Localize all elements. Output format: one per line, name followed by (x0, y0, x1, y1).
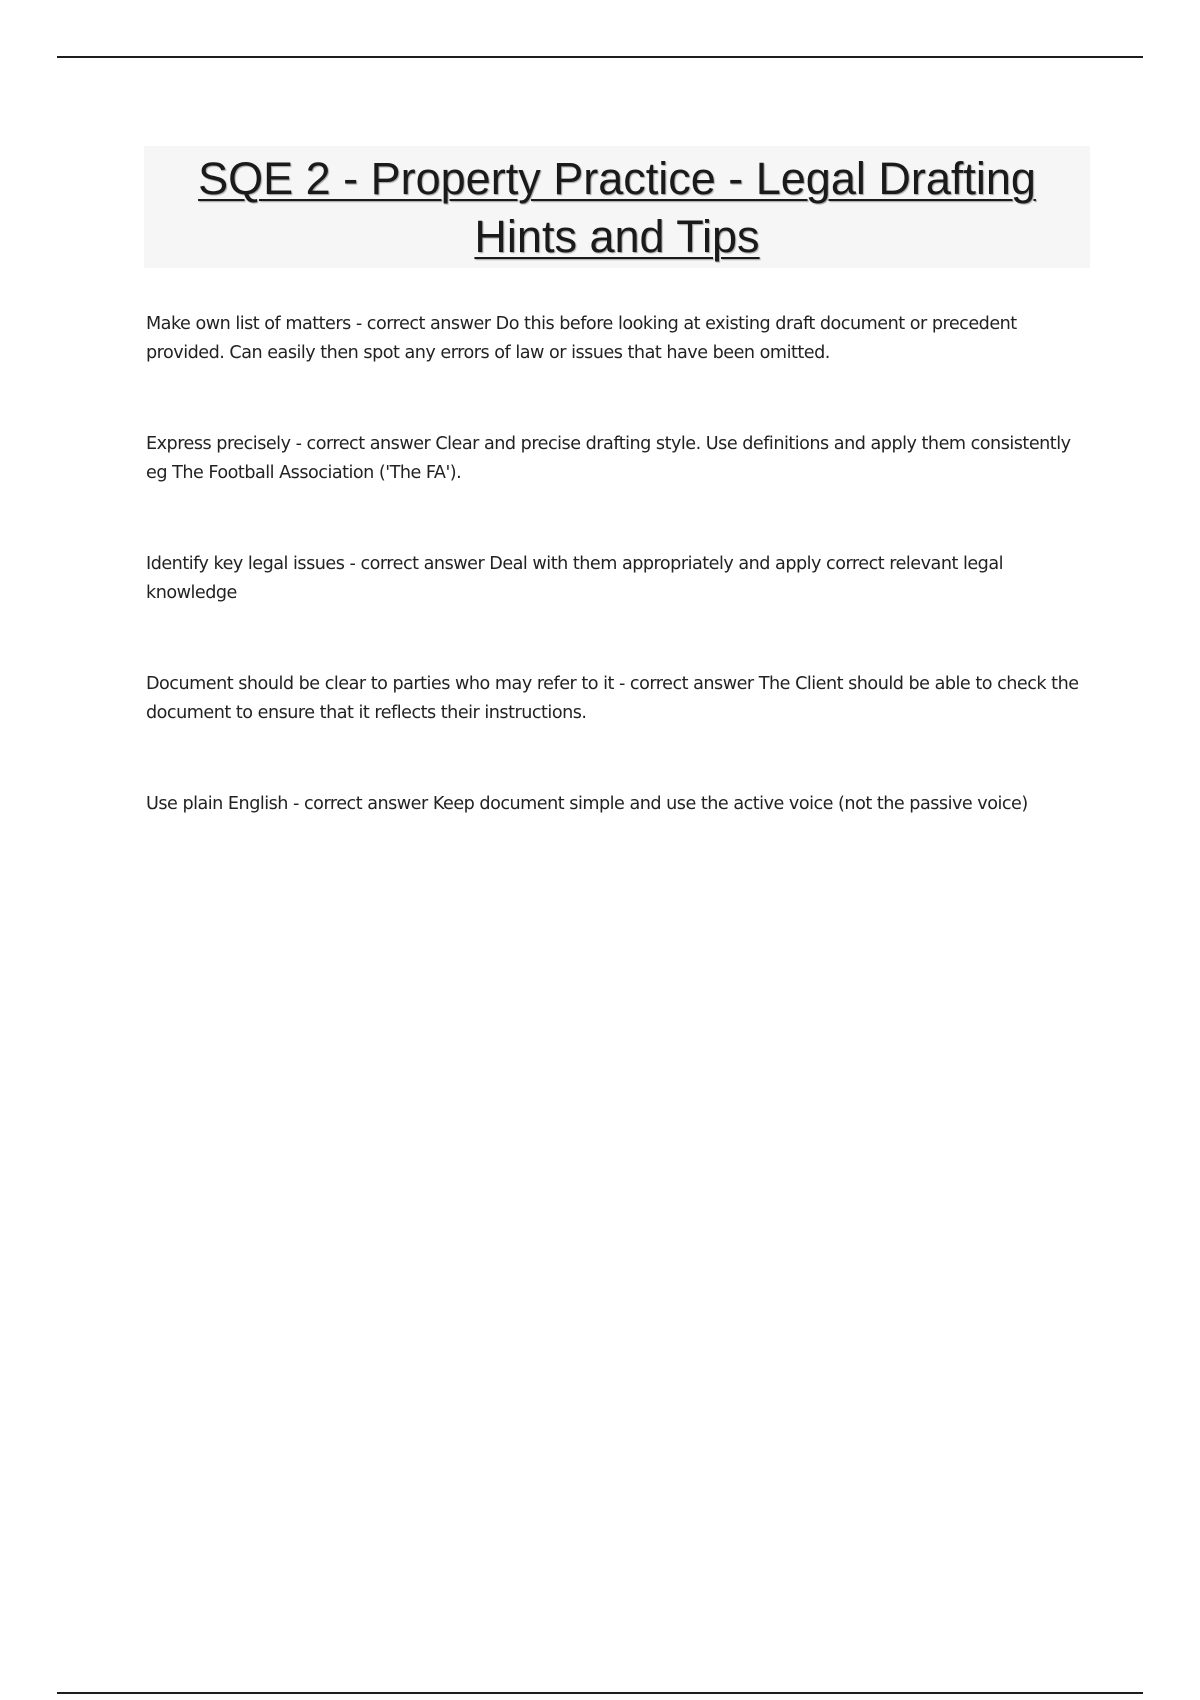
document-title: SQE 2 - Property Practice - Legal Drafting Hints and Tips (198, 153, 1036, 262)
flashcard-entry (146, 550, 1096, 608)
entry-separator: - correct answer (350, 314, 496, 334)
entry-separator: - correct answer (287, 794, 433, 814)
entry-answer: Keep document simple and use the active voice (not the passive voice) (432, 794, 1028, 814)
title-banner (144, 146, 1090, 268)
flashcard-entry (146, 670, 1096, 728)
entry-answer: The Client should be able to check the document to ensure that it reflects their instructions. (146, 674, 1079, 723)
entry-term: Make own list of matters (146, 314, 351, 334)
entry-term: Document should be clear to parties who may refer to it (146, 674, 614, 694)
entry-separator: - correct answer (290, 434, 436, 454)
entry-answer: Clear and precise drafting style. Use definitions and apply them consistently eg The Football Association ('The FA'). (146, 434, 1071, 483)
entry-answer: Deal with them appropriately and apply correct relevant legal knowledge (146, 554, 1004, 603)
flashcard-entry (146, 310, 1096, 368)
footer-rule (57, 1692, 1143, 1694)
flashcard-list (146, 310, 1096, 910)
flashcard-entry (146, 790, 1096, 848)
header-rule (57, 56, 1143, 58)
entry-term: Identify key legal issues (146, 554, 345, 574)
entry-separator: - correct answer (344, 554, 490, 574)
entry-answer: Do this before looking at existing draft document or precedent provided. Can easily then spot any errors of law or issues that have been omitted. (146, 314, 1017, 363)
entry-term: Use plain English (146, 794, 288, 814)
entry-term: Express precisely (146, 434, 291, 454)
flashcard-entry (146, 430, 1096, 488)
entry-separator: - correct answer (613, 674, 759, 694)
